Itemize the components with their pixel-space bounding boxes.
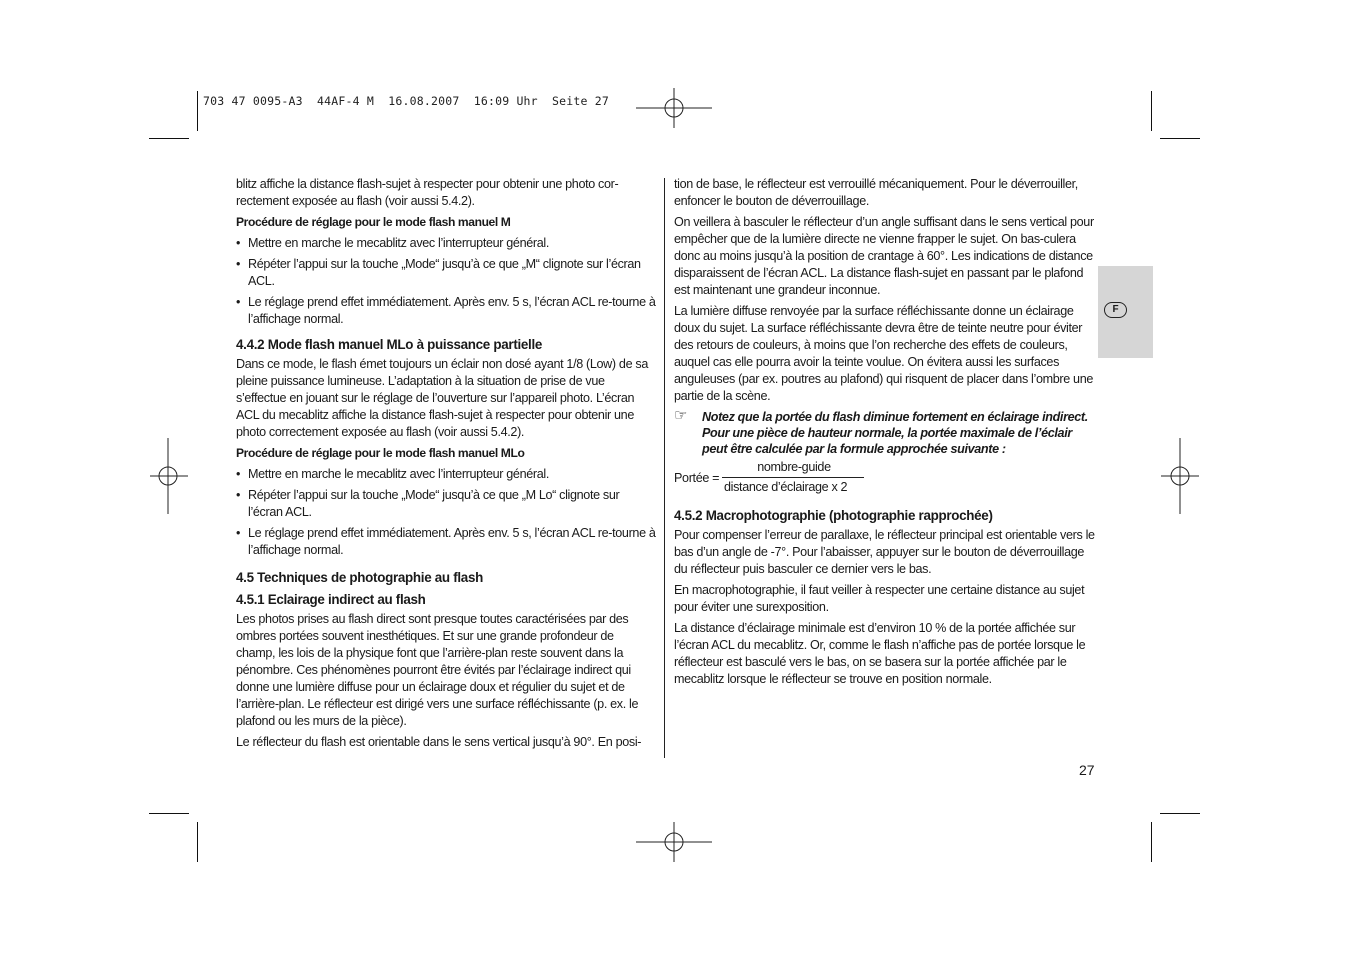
paragraph: Le réflecteur du flash est orientable dans le sens vertical jusqu’à 90°. En posi- bbox=[236, 735, 642, 749]
section-heading: 4.5 Techniques de photographie au flash bbox=[236, 570, 483, 585]
list-item: • Répéter l’appui sur la touche „Mode“ jusqu’à ce que „M Lo“ clignote sur l’écran ACL. bbox=[236, 487, 656, 521]
language-tab-letter: F bbox=[1104, 302, 1127, 318]
left-column bbox=[236, 176, 656, 755]
paragraph: Pour compenser l’erreur de parallaxe, le réflecteur principal est orientable vers le bas d’un angle de -7°. Pour l’abaisser, appuyer sur le bouton de déverrouillage du réflecteur puis basculer ce dernier vers le bas. bbox=[674, 528, 1095, 576]
column-divider bbox=[664, 178, 665, 758]
paragraph: tion de base, le réflecteur est verrouillé mécaniquement. Pour le déverrouiller, enfoncer le bouton de déverrouillage. bbox=[674, 177, 1078, 208]
formula bbox=[674, 461, 1096, 495]
list-item: • Le réglage prend effet immédiatement. Après env. 5 s, l’écran ACL re-tourne à l’affichage normal. bbox=[236, 294, 656, 328]
page-number: 27 bbox=[1079, 762, 1095, 778]
formula-denominator: distance d’éclairage x 2 bbox=[724, 480, 848, 494]
subheading: Procédure de réglage pour le mode flash manuel M bbox=[236, 215, 511, 229]
section-heading: 4.4.2 Mode flash manuel MLo à puissance partielle bbox=[236, 337, 543, 352]
paragraph: Les photos prises au flash direct sont presque toutes caractérisées par des ombres portées souvent inesthétiques. Et sur une grande profondeur de champ, les lois de la physique font que l’arrière-plan reste souvent dans la pénombre. Ces phénomènes pourront être évités par l’éclairage indirect qui donne une lumière diffuse pour un éclairage doux et régulier du sujet et de l’arrière-plan. Le réflecteur est dirigé vers une surface réfléchissante (p. ex. le plafond ou les murs de la pièce). bbox=[236, 612, 639, 728]
formula-lhs: Portée = bbox=[674, 471, 720, 485]
print-slug: 703 47 0095-A3 44AF-4 M 16.08.2007 16:09 Uhr Seite 27 bbox=[203, 94, 610, 108]
paragraph: Dans ce mode, le flash émet toujours un éclair non dosé ayant 1/8 (Low) de sa pleine puissance lumineuse. L’adaptation à la situation de prise de vue s’effectue en jouant sur le réglage de l’ouverture sur l’appareil photo. L’écran ACL du mecablitz affiche la distance flash-sujet à respecter pour obtenir une photo correctement exposée au flash (voir aussi 5.4.2). bbox=[236, 357, 648, 439]
pointing-hand-icon: ☞ bbox=[674, 407, 688, 424]
paragraph: On veillera à basculer le réflecteur d’un angle suffisant dans le sens vertical pour empêcher que de la lumière directe ne vienne frapper le sujet. On bas-culera donc au moins jusqu’à la position de crantage à 60°. Les indications de distance disparaissent de l’écran ACL. La distance flash-sujet en passant par le plafond est maintenant une grandeur inconnue. bbox=[674, 215, 1094, 297]
section-heading: 4.5.2 Macrophotographie (photographie rapprochée) bbox=[674, 508, 993, 523]
paragraph: La lumière diffuse renvoyée par la surface réfléchissante donne un éclairage doux du sujet. La surface réfléchissante devra être de teinte neutre pour éviter des retours de couleurs, à moins que l’on recherche des effets de couleurs, auquel cas elle pourra avoir la teinte voulue. On évitera aussi les surfaces anguleuses (par ex. poutres au plafond) qui risquent de placer dans l’ombre une partie de la scène. bbox=[674, 304, 1094, 403]
list-item: • Mettre en marche le mecablitz avec l’interrupteur général. bbox=[236, 235, 656, 252]
bullet-list bbox=[236, 235, 656, 328]
paragraph: En macrophotographie, il faut veiller à respecter une certaine distance au sujet pour éviter une surexposition. bbox=[674, 583, 1085, 614]
subheading: Procédure de réglage pour le mode flash manuel MLo bbox=[236, 446, 525, 460]
section-heading: 4.5.1 Eclairage indirect au flash bbox=[236, 592, 426, 607]
list-item: • Répéter l’appui sur la touche „Mode“ jusqu’à ce que „M“ clignote sur l’écran ACL. bbox=[236, 256, 656, 290]
bullet-list bbox=[236, 466, 656, 559]
paragraph: blitz affiche la distance flash-sujet à respecter pour obtenir une photo cor-rectement exposée au flash (voir aussi 5.4.2). bbox=[236, 177, 619, 208]
formula-numerator: nombre-guide bbox=[757, 460, 831, 474]
paragraph: La distance d’éclairage minimale est d’environ 10 % de la portée affichée sur l’écran ACL du mecablitz. Or, comme le flash n’affiche pas de portée lorsque le réflecteur est basculé vers le bas, on se basera sur la portée affichée par le mecablitz lorsque le réflecteur se trouve en position normale. bbox=[674, 621, 1086, 686]
right-column bbox=[674, 176, 1096, 692]
list-item: • Le réglage prend effet immédiatement. Après env. 5 s, l’écran ACL re-tourne à l’affichage normal. bbox=[236, 525, 656, 559]
note-text: Notez que la portée du flash diminue fortement en éclairage indirect. Pour une pièce de hauteur normale, la portée maximale de l’éclair peut être calculée par la formule approchée suivante : bbox=[702, 410, 1088, 456]
note bbox=[674, 409, 1096, 457]
fraction-bar bbox=[722, 477, 864, 478]
list-item: • Mettre en marche le mecablitz avec l’interrupteur général. bbox=[236, 466, 656, 483]
